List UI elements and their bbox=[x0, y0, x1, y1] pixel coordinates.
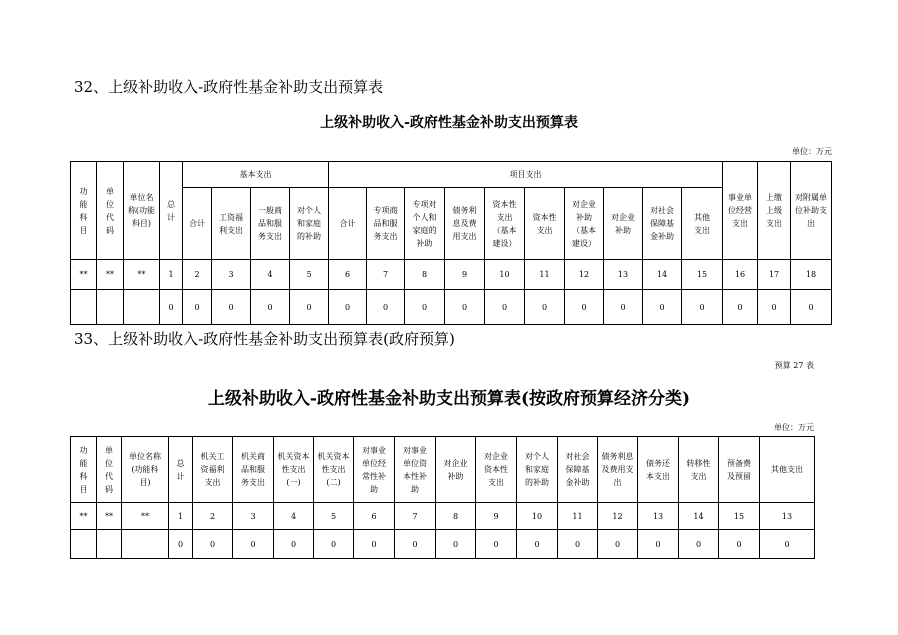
col-enterprise-subsidy: 对企业补助 bbox=[436, 437, 476, 503]
index-cell: 7 bbox=[395, 503, 436, 530]
data-cell: 0 bbox=[679, 530, 719, 559]
col-project-special: 专项商品和服务支出 bbox=[367, 188, 405, 260]
data-cell: 0 bbox=[565, 290, 604, 325]
data-cell: 0 bbox=[212, 290, 251, 325]
data-cell bbox=[122, 530, 169, 559]
index-cell: 2 bbox=[193, 503, 233, 530]
col-agency-capital-2: 机关资本性支出(二) bbox=[314, 437, 354, 503]
index-cell: 13 bbox=[604, 260, 643, 290]
data-cell: 0 bbox=[558, 530, 598, 559]
index-cell: 14 bbox=[643, 260, 682, 290]
col-project-social: 对社会保障基金补助 bbox=[643, 188, 682, 260]
data-cell bbox=[97, 290, 124, 325]
col-func-code: 功能科目 bbox=[71, 437, 97, 503]
col-project-other: 其他支出 bbox=[682, 188, 723, 260]
col-enterprise-capital: 对企业资本性支出 bbox=[476, 437, 517, 503]
index-cell: 1 bbox=[169, 503, 193, 530]
col-agency-capital-1: 机关资本性支出(一) bbox=[274, 437, 314, 503]
col-basic-wage: 工资福利支出 bbox=[212, 188, 251, 260]
data-cell: 0 bbox=[719, 530, 760, 559]
data-cell: 0 bbox=[517, 530, 558, 559]
index-cell: ** bbox=[97, 503, 122, 530]
col-project-sum: 合计 bbox=[329, 188, 367, 260]
table-33-number: 预算 27 表 bbox=[774, 361, 814, 370]
col-total: 总计 bbox=[169, 437, 193, 503]
index-cell: 4 bbox=[251, 260, 290, 290]
index-cell: 15 bbox=[719, 503, 760, 530]
index-cell: 4 bbox=[274, 503, 314, 530]
col-basic-sum: 合计 bbox=[183, 188, 212, 260]
table-33-title: 上级补助收入-政府性基金补助支出预算表(按政府预算经济分类) bbox=[207, 389, 691, 409]
index-cell: 13 bbox=[760, 503, 815, 530]
index-cell: 8 bbox=[405, 260, 445, 290]
col-debt-interest: 债务利息及费用支出 bbox=[598, 437, 638, 503]
table-32 bbox=[70, 161, 832, 325]
index-cell: 12 bbox=[598, 503, 638, 530]
data-cell: 0 bbox=[274, 530, 314, 559]
index-cell: 11 bbox=[558, 503, 598, 530]
index-cell: 8 bbox=[436, 503, 476, 530]
col-project-enterprise: 对企业补助 bbox=[604, 188, 643, 260]
index-cell: 10 bbox=[485, 260, 525, 290]
col-upper-expenditure: 上缴上级支出 bbox=[758, 162, 791, 260]
data-cell: 0 bbox=[183, 290, 212, 325]
col-basic-goods: 一般商品和服务支出 bbox=[251, 188, 290, 260]
index-cell: 5 bbox=[290, 260, 329, 290]
data-cell: 0 bbox=[251, 290, 290, 325]
index-cell: 18 bbox=[791, 260, 832, 290]
data-cell: 0 bbox=[405, 290, 445, 325]
table-33-unit: 单位：万元 bbox=[774, 423, 814, 432]
section-33-heading: 33、上级补助收入-政府性基金补助支出预算表(政府预算) bbox=[74, 330, 455, 348]
data-cell: 0 bbox=[604, 290, 643, 325]
index-cell: ** bbox=[122, 503, 169, 530]
data-cell: 0 bbox=[314, 530, 354, 559]
col-institution-regular: 对事业单位经常性补助 bbox=[354, 437, 395, 503]
index-cell: 13 bbox=[638, 503, 679, 530]
index-cell: ** bbox=[71, 503, 97, 530]
index-cell: 11 bbox=[525, 260, 565, 290]
index-cell: 6 bbox=[354, 503, 395, 530]
col-project-capital-construction: 资本性支出（基本建设） bbox=[485, 188, 525, 260]
index-cell: 1 bbox=[160, 260, 183, 290]
data-cell: 0 bbox=[791, 290, 832, 325]
table-32-unit: 单位：万元 bbox=[792, 147, 832, 156]
index-cell: 3 bbox=[233, 503, 274, 530]
data-cell bbox=[124, 290, 160, 325]
table-33-data-row bbox=[71, 530, 815, 559]
data-cell bbox=[71, 530, 97, 559]
col-unit-name: 单位名称(功能科目) bbox=[124, 162, 160, 260]
index-cell: 15 bbox=[682, 260, 723, 290]
col-transfer: 转移性支出 bbox=[679, 437, 719, 503]
data-cell: 0 bbox=[160, 290, 183, 325]
index-cell: 14 bbox=[679, 503, 719, 530]
col-unit-code: 单位代码 bbox=[97, 162, 124, 260]
col-unit-name: 单位名称(功能科目) bbox=[122, 437, 169, 503]
col-project-personal: 专项对个人和家庭的补助 bbox=[405, 188, 445, 260]
data-cell: 0 bbox=[329, 290, 367, 325]
col-career-expenditure: 事业单位经营支出 bbox=[723, 162, 758, 260]
col-project-debt: 债务利息及费用支出 bbox=[445, 188, 485, 260]
col-func-code: 功能科目 bbox=[71, 162, 97, 260]
data-cell: 0 bbox=[354, 530, 395, 559]
group-basic-expenditure: 基本支出 bbox=[183, 162, 329, 188]
col-agency-goods: 机关商品和服务支出 bbox=[233, 437, 274, 503]
col-project-enterprise-construction: 对企业补助（基本建设） bbox=[565, 188, 604, 260]
data-cell: 0 bbox=[193, 530, 233, 559]
col-institution-capital: 对事业单位资本性补助 bbox=[395, 437, 436, 503]
col-other: 其他支出 bbox=[760, 437, 815, 503]
data-cell bbox=[97, 530, 122, 559]
index-cell: 10 bbox=[517, 503, 558, 530]
index-cell: 7 bbox=[367, 260, 405, 290]
col-basic-personal: 对个人和家庭的补助 bbox=[290, 188, 329, 260]
col-social-security: 对社会保障基金补助 bbox=[558, 437, 598, 503]
data-cell: 0 bbox=[760, 530, 815, 559]
index-cell: 5 bbox=[314, 503, 354, 530]
data-cell: 0 bbox=[436, 530, 476, 559]
index-cell: 3 bbox=[212, 260, 251, 290]
data-cell: 0 bbox=[290, 290, 329, 325]
index-cell: 12 bbox=[565, 260, 604, 290]
data-cell bbox=[71, 290, 97, 325]
group-project-expenditure: 项目支出 bbox=[329, 162, 723, 188]
table-32-data-row bbox=[71, 290, 832, 325]
col-personal-subsidy: 对个人和家庭的补助 bbox=[517, 437, 558, 503]
index-cell: ** bbox=[97, 260, 124, 290]
data-cell: 0 bbox=[598, 530, 638, 559]
col-reserve: 预备费及预留 bbox=[719, 437, 760, 503]
section-32-heading: 32、上级补助收入-政府性基金补助支出预算表 bbox=[74, 78, 384, 96]
data-cell: 0 bbox=[525, 290, 565, 325]
data-cell: 0 bbox=[723, 290, 758, 325]
index-cell: 16 bbox=[723, 260, 758, 290]
col-total: 总计 bbox=[160, 162, 183, 260]
data-cell: 0 bbox=[758, 290, 791, 325]
col-project-capital: 资本性支出 bbox=[525, 188, 565, 260]
index-cell: 17 bbox=[758, 260, 791, 290]
table-32-title: 上级补助收入-政府性基金补助支出预算表 bbox=[320, 115, 578, 131]
data-cell: 0 bbox=[682, 290, 723, 325]
table-33-header-row bbox=[71, 437, 815, 503]
data-cell: 0 bbox=[485, 290, 525, 325]
table-32-index-row bbox=[71, 260, 832, 290]
table-33-index-row bbox=[71, 503, 815, 530]
data-cell: 0 bbox=[233, 530, 274, 559]
table-33 bbox=[70, 436, 815, 559]
data-cell: 0 bbox=[476, 530, 517, 559]
index-cell: ** bbox=[124, 260, 160, 290]
index-cell: 2 bbox=[183, 260, 212, 290]
index-cell: 9 bbox=[445, 260, 485, 290]
index-cell: 6 bbox=[329, 260, 367, 290]
col-unit-code: 单位代码 bbox=[97, 437, 122, 503]
data-cell: 0 bbox=[169, 530, 193, 559]
col-agency-wage: 机关工资福利支出 bbox=[193, 437, 233, 503]
data-cell: 0 bbox=[643, 290, 682, 325]
data-cell: 0 bbox=[395, 530, 436, 559]
col-debt-principal: 债务还本支出 bbox=[638, 437, 679, 503]
col-affiliated-subsidy: 对附属单位补助支出 bbox=[791, 162, 832, 260]
data-cell: 0 bbox=[445, 290, 485, 325]
data-cell: 0 bbox=[367, 290, 405, 325]
data-cell: 0 bbox=[638, 530, 679, 559]
index-cell: 9 bbox=[476, 503, 517, 530]
index-cell: ** bbox=[71, 260, 97, 290]
